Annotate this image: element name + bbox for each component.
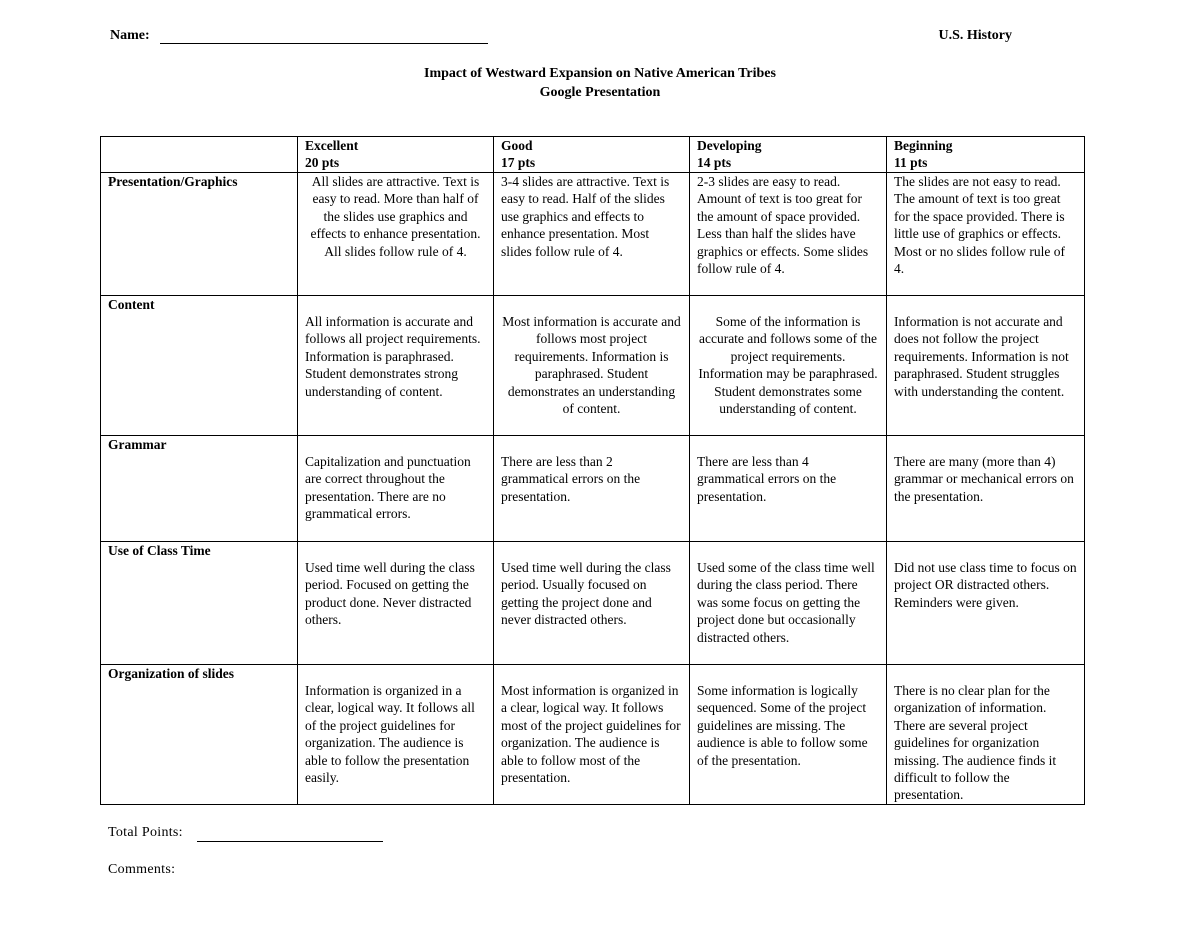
rubric-cell (298, 296, 494, 436)
rubric-cell-text: There are less than 4 grammatical errors on the presentation. (697, 454, 837, 504)
criterion-label: Grammar (101, 436, 298, 542)
level-points: 11 pts (894, 155, 928, 171)
document-title (0, 64, 1200, 102)
criterion-label: Content (101, 296, 298, 436)
rubric-cell: 2-3 slides are easy to read. Amount of text is too great for the amount of space provided. Less than half the slides have graphics or effects. Some slides follow rule of 4. (690, 173, 887, 296)
rubric-cell-text: Information is not accurate and does not follow the project requirements. Information is not paraphrased. Student struggles with understanding the content. (894, 314, 1069, 399)
level-header-developing (690, 137, 887, 173)
rubric-row-presentation-graphics (101, 173, 1085, 296)
rubric-cell (298, 665, 494, 805)
rubric-cell (298, 542, 494, 665)
level-header-excellent (298, 137, 494, 173)
criterion-label: Organization of slides (101, 665, 298, 805)
rubric-cell (690, 665, 887, 805)
comments-label: Comments: (108, 862, 176, 877)
level-name: Excellent (305, 138, 359, 153)
course-title: U.S. History (938, 28, 1012, 43)
rubric-cell-text: Some of the information is accurate and follows some of the project requirements. Information may be paraphrased. Student demonstrates some understanding of content. (698, 314, 878, 417)
rubric-header-row (101, 137, 1085, 173)
title-line-1: Impact of Westward Expansion on Native American Tribes (424, 66, 776, 81)
rubric-cell: The slides are not easy to read. The amount of text is too great for the space provided. There is little use of graphics or effects. Most or no slides follow rule of 4. (887, 173, 1085, 296)
name-blank-line[interactable] (160, 43, 488, 44)
rubric-cell (887, 436, 1085, 542)
rubric-cell: All slides are attractive. Text is easy to read. More than half of the slides use graphics and effects to enhance presentation. All slides follow rule of 4. (298, 173, 494, 296)
rubric-cell (887, 296, 1085, 436)
title-line-2: Google Presentation (539, 85, 661, 100)
rubric-cell-text: There are many (more than 4) grammar or mechanical errors on the presentation. (894, 454, 1074, 504)
criterion-label: Use of Class Time (101, 542, 298, 665)
rubric-cell-text: Information is organized in a clear, logical way. It follows all of the project guidelines for organization. The audience is able to follow the presentation easily. (305, 683, 475, 786)
rubric-cell-text: Some information is logically sequenced. Some of the project guidelines are missing. The audience is able to follow some of the presentation. (697, 683, 868, 768)
rubric-row-grammar (101, 436, 1085, 542)
rubric-cell-text: Most information is organized in a clear, logical way. It follows most of the project guidelines for organization. The audience is able to follow most of the presentation. (501, 683, 681, 786)
rubric-cell (298, 436, 494, 542)
level-header-good (494, 137, 690, 173)
rubric-cell-text: Most information is accurate and follows most project requirements. Information is paraphrased. Student demonstrates an understanding of content. (502, 314, 681, 417)
rubric-cell (690, 542, 887, 665)
rubric-cell (494, 296, 690, 436)
rubric-corner-cell (101, 137, 298, 173)
level-points: 17 pts (501, 155, 536, 171)
total-points-label: Total Points: (108, 825, 183, 840)
rubric-cell-text: All information is accurate and follows all project requirements. Information is paraphrased. Student demonstrates strong understanding of content. (305, 314, 481, 399)
rubric-row-class-time (101, 542, 1085, 665)
name-label: Name: (110, 28, 150, 43)
level-header-beginning (887, 137, 1085, 173)
rubric-cell-text: There are less than 2 grammatical errors on the presentation. (501, 454, 641, 504)
rubric-table (100, 136, 1085, 805)
level-name: Good (501, 138, 533, 153)
criterion-label: Presentation/Graphics (101, 173, 298, 296)
rubric-cell: 3-4 slides are attractive. Text is easy to read. Half of the slides use graphics and effects to enhance presentation. Most slides follow rule of 4. (494, 173, 690, 296)
total-points-blank-line[interactable] (197, 841, 383, 842)
level-name: Beginning (894, 138, 953, 153)
rubric-cell-text: Used some of the class time well during the class period. There was some focus on getting the project done but occasionally distracted others. (697, 560, 875, 645)
rubric-row-content (101, 296, 1085, 436)
rubric-cell (494, 436, 690, 542)
page-header (110, 28, 1012, 48)
level-name: Developing (697, 138, 762, 153)
rubric-cell-text: Used time well during the class period. Usually focused on getting the project done and never distracted others. (501, 560, 671, 628)
rubric-cell (690, 436, 887, 542)
rubric-row-organization (101, 665, 1085, 805)
rubric-cell (494, 665, 690, 805)
rubric-cell-text: There is no clear plan for the organization of information. There are several project guidelines for organization missing. The audience finds it difficult to follow the presentation. (894, 683, 1057, 803)
rubric-cell (494, 542, 690, 665)
level-points: 14 pts (697, 155, 732, 171)
rubric-cell-text: Capitalization and punctuation are correct throughout the presentation. There are no grammatical errors. (305, 454, 471, 522)
rubric-cell (887, 542, 1085, 665)
rubric-cell-text: Did not use class time to focus on project OR distracted others. Reminders were given. (894, 560, 1077, 610)
rubric-cell-text: Used time well during the class period. Focused on getting the product done. Never distracted others. (305, 560, 475, 628)
rubric-cell (690, 296, 887, 436)
level-points: 20 pts (305, 155, 340, 171)
rubric-cell (887, 665, 1085, 805)
